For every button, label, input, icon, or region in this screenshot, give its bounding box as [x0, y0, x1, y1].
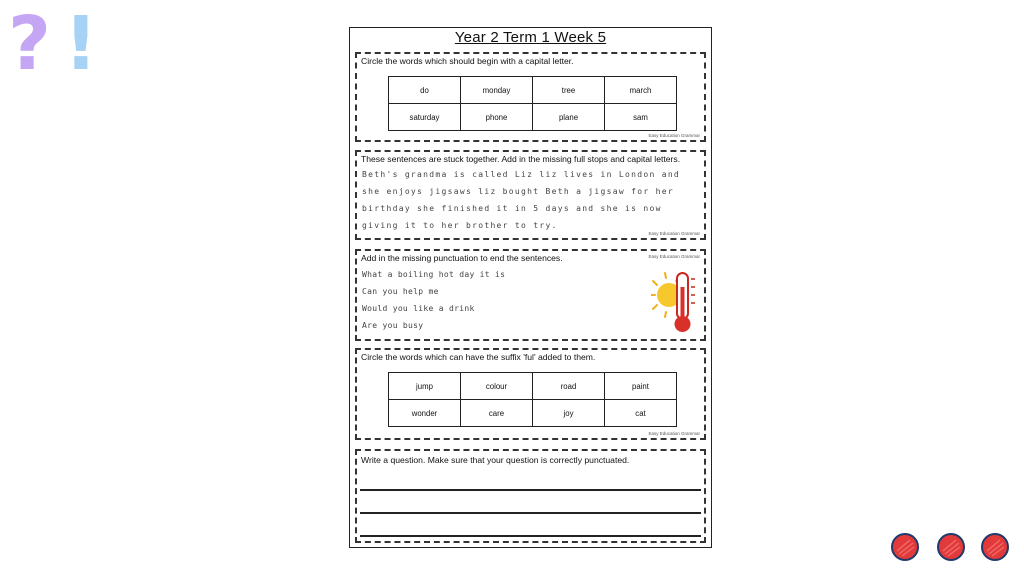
- capital-letters-word-grid: [388, 76, 677, 131]
- sentence-line: Are you busy: [362, 321, 424, 330]
- word-cell[interactable]: plane: [533, 104, 605, 131]
- worksheet: [349, 27, 712, 548]
- word-cell[interactable]: monday: [461, 77, 533, 104]
- word-grid-row: [389, 373, 677, 400]
- credit-label: Easy Education Grammar: [648, 431, 700, 436]
- sentence-line: giving it to her brother to try.: [362, 221, 558, 230]
- sun-thermometer-icon: [651, 269, 699, 335]
- sentence-line: What a boiling hot day it is: [362, 270, 506, 279]
- full-stops-instruction: These sentences are stuck together. Add in the missing full stops and capital letters.: [361, 154, 681, 164]
- word-cell[interactable]: colour: [461, 373, 533, 400]
- word-cell[interactable]: march: [605, 77, 677, 104]
- sentence-line: she enjoys jigsaws liz bought Beth a jigsaw for her: [362, 187, 674, 196]
- word-cell[interactable]: paint: [605, 373, 677, 400]
- word-cell[interactable]: tree: [533, 77, 605, 104]
- question-mark-icon: ?: [8, 1, 51, 87]
- worksheet-title: Year 2 Term 1 Week 5: [454, 29, 607, 46]
- corner-decoration: [8, 1, 98, 87]
- exclamation-mark-icon: !: [64, 1, 98, 87]
- word-cell[interactable]: sam: [605, 104, 677, 131]
- answer-line[interactable]: [360, 535, 701, 537]
- suffix-ful-instruction: Circle the words which can have the suffix 'ful' added to them.: [361, 352, 596, 362]
- write-question-section: [355, 449, 706, 543]
- full-stops-section: [355, 150, 706, 240]
- suffix-ful-section: [355, 348, 706, 440]
- red-dot-icon[interactable]: [936, 532, 966, 562]
- credit-label: Easy Education Grammar: [648, 133, 700, 138]
- capital-letters-section: [355, 52, 706, 142]
- suffix-ful-word-grid: [388, 372, 677, 427]
- sentence-line: Would you like a drink: [362, 304, 475, 313]
- word-grid-row: [389, 400, 677, 427]
- word-cell[interactable]: wonder: [389, 400, 461, 427]
- word-grid-row: [389, 104, 677, 131]
- write-question-instruction: Write a question. Make sure that your question is correctly punctuated.: [361, 455, 630, 465]
- end-punctuation-instruction: Add in the missing punctuation to end the sentences.: [361, 253, 563, 263]
- word-cell[interactable]: jump: [389, 373, 461, 400]
- answer-line[interactable]: [360, 489, 701, 491]
- sentence-line: Beth's grandma is called Liz liz lives in London and: [362, 170, 681, 179]
- word-cell[interactable]: saturday: [389, 104, 461, 131]
- capital-letters-instruction: Circle the words which should begin with a capital letter.: [361, 56, 574, 66]
- end-punctuation-section: [355, 249, 706, 341]
- word-cell[interactable]: care: [461, 400, 533, 427]
- word-cell[interactable]: road: [533, 373, 605, 400]
- word-cell[interactable]: cat: [605, 400, 677, 427]
- answer-line[interactable]: [360, 512, 701, 514]
- word-cell[interactable]: do: [389, 77, 461, 104]
- sentence-line: birthday she finished it in 5 days and she is now: [362, 204, 662, 213]
- word-grid-row: [389, 77, 677, 104]
- word-cell[interactable]: joy: [533, 400, 605, 427]
- credit-label: Easy Education Grammar: [648, 254, 700, 259]
- word-cell[interactable]: phone: [461, 104, 533, 131]
- red-dot-icon[interactable]: [890, 532, 920, 562]
- slide-nav-dots: [890, 532, 1012, 562]
- sentence-line: Can you help me: [362, 287, 439, 296]
- credit-label: Easy Education Grammar: [648, 231, 700, 236]
- red-dot-icon[interactable]: [980, 532, 1010, 562]
